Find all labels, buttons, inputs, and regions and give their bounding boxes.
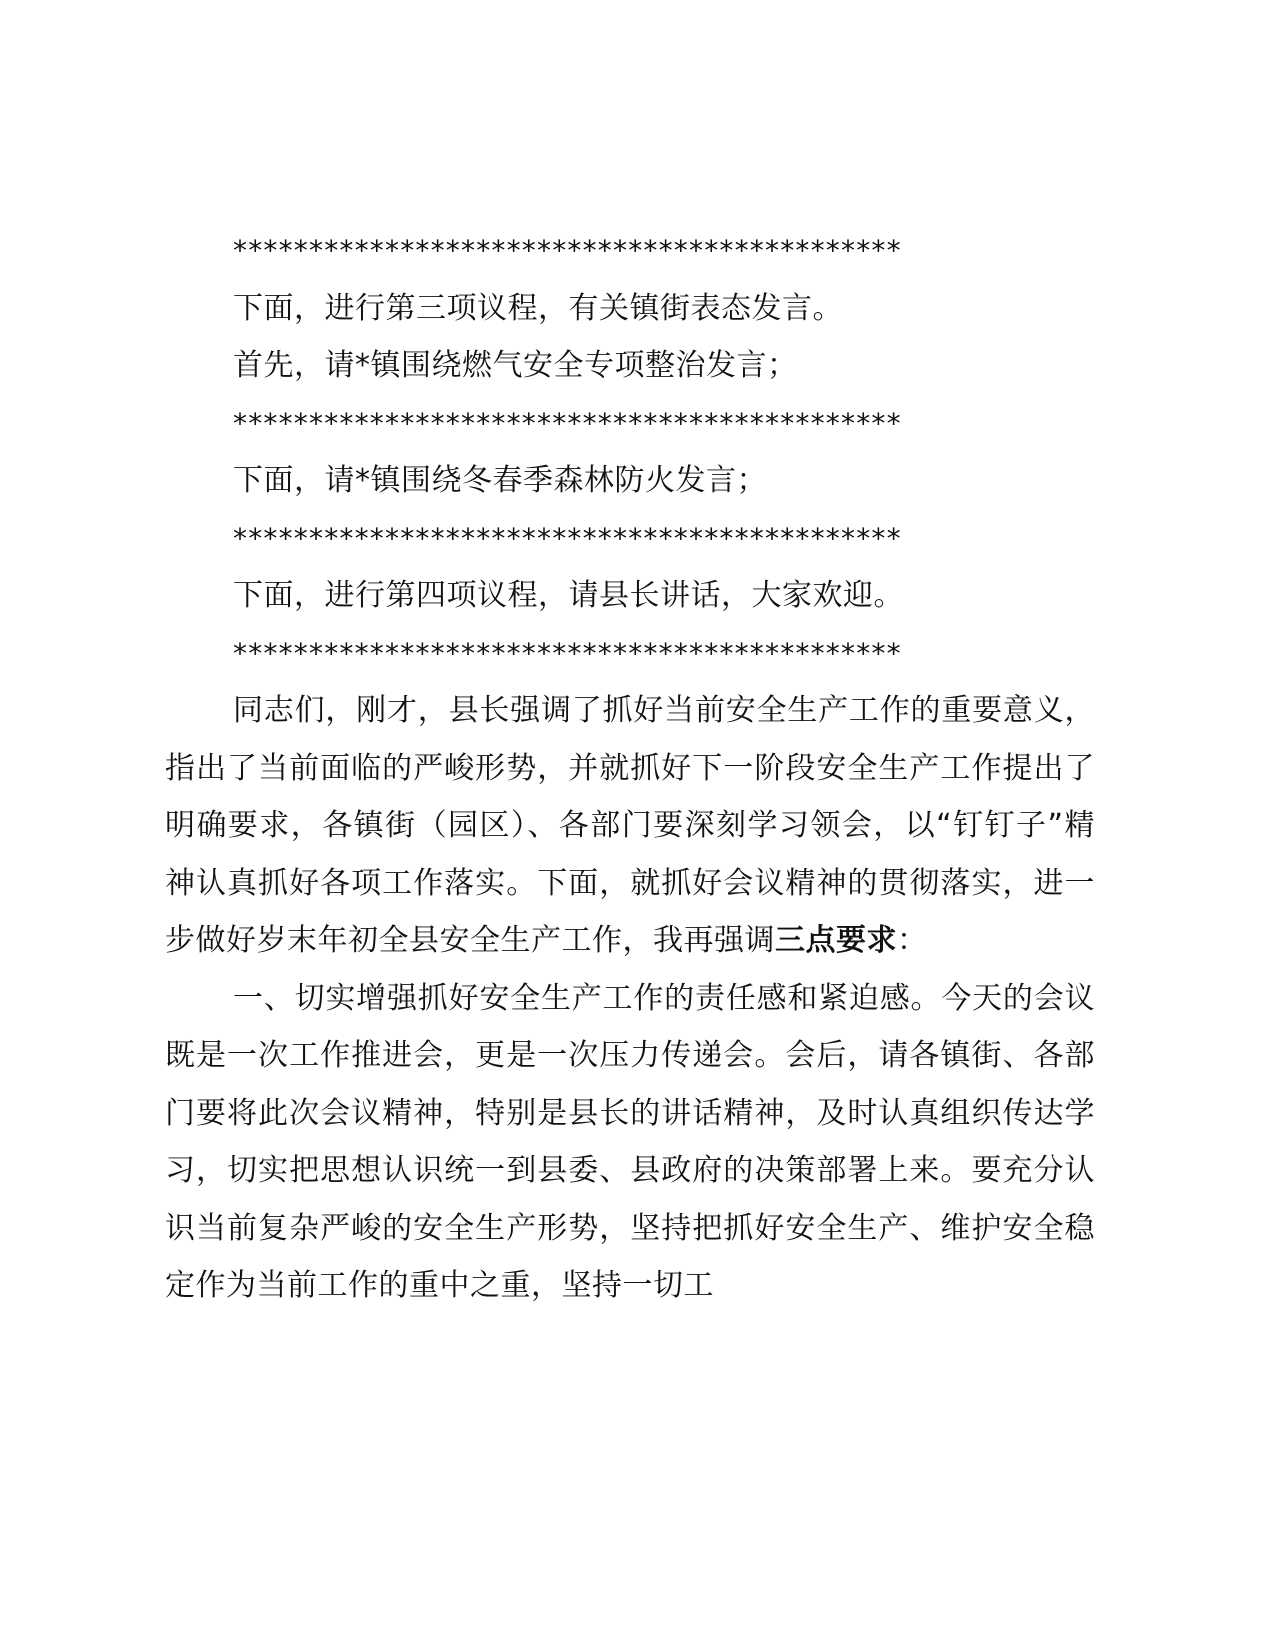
separator-line: ******************************************** bbox=[233, 234, 902, 267]
separator-line: ******************************************** bbox=[233, 406, 902, 440]
closing-remarks-paragraph bbox=[165, 682, 1095, 970]
agenda-item-three: 下面，进行第三项议程，有关镇街表态发言。 bbox=[233, 290, 843, 326]
speaker-intro-forest-fire: 下面，请*镇围绕冬春季森林防火发言； bbox=[233, 463, 767, 498]
requirement-one-text: 一、切实增强抓好安全生产工作的责任感和紧迫感。今天的会议既是一次工作推进会，更是一次压力传递会。会后，请各镇街、各部门要将此次会议精神，特别是县长的讲话精神，及时认真组织传达学习，切实把思想认识统一到县委、县政府的决策部署上来。要充分认识当前复杂严峻的安全生产形势，坚持把抓好安全生产、维护安全稳定作为当前工作的重中之重，坚持一切工 bbox=[165, 980, 1095, 1303]
separator-line: ******************************************** bbox=[233, 521, 902, 555]
speaker-intro-gas-safety: 首先，请*镇围绕燃气安全专项整治发言； bbox=[233, 348, 798, 383]
requirement-one-paragraph bbox=[165, 970, 1095, 1315]
separator-line: ******************************************** bbox=[233, 636, 902, 670]
closing-colon: ： bbox=[897, 923, 928, 958]
document-body bbox=[165, 222, 1095, 1315]
three-requirements-emphasis: 三点要求 bbox=[775, 923, 897, 958]
agenda-item-four: 下面，进行第四项议程，请县长讲话，大家欢迎。 bbox=[233, 578, 904, 613]
closing-remarks-text: 同志们，刚才，县长强调了抓好当前安全生产工作的重要意义，指出了当前面临的严峻形势，并就抓好下一阶段安全生产工作提出了明确要求，各镇街（园区）、各部门要深刻学习领会，以“钉钉子”精神认真抓好各项工作落实。下面，就抓好会议精神的贯彻落实，进一步做好岁末年初全县安全生产工作，我再强调 bbox=[165, 693, 1095, 958]
